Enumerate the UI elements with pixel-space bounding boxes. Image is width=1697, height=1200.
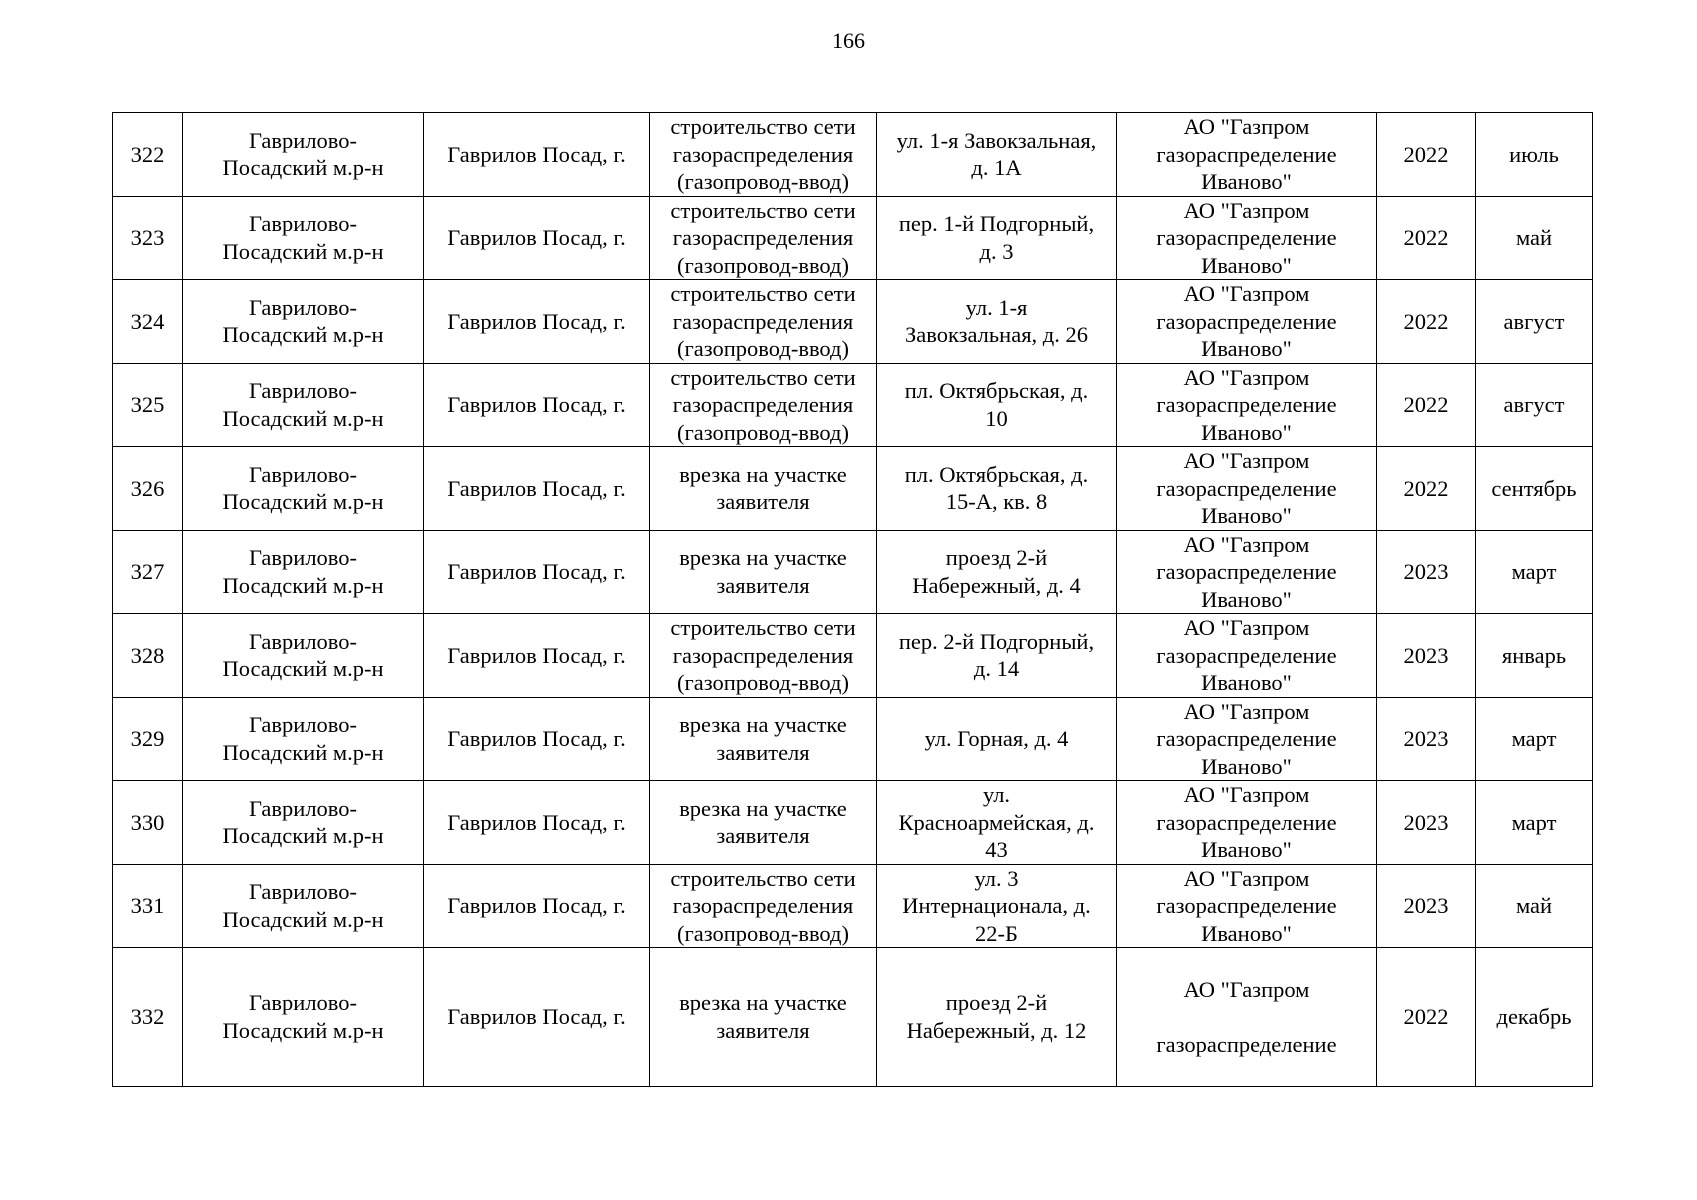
month-cell: декабрь xyxy=(1476,948,1593,1087)
row-number: 332 xyxy=(113,948,183,1087)
organization-line: АО "Газпром xyxy=(1183,976,1310,1002)
table-row xyxy=(113,781,1593,865)
row-number: 324 xyxy=(113,280,183,364)
district-cell: Гаврилово- Посадский м.р-н xyxy=(183,113,424,197)
locality-cell: Гаврилов Посад, г. xyxy=(424,781,650,865)
organization-cell: АО "Газпром газораспределение Иваново" xyxy=(1117,196,1377,280)
row-number: 325 xyxy=(113,363,183,447)
table-row xyxy=(113,363,1593,447)
month-cell: июль xyxy=(1476,113,1593,197)
locality-cell: Гаврилов Посад, г. xyxy=(424,697,650,781)
table-row xyxy=(113,948,1593,1087)
locality-cell: Гаврилов Посад, г. xyxy=(424,530,650,614)
gas-connection-table xyxy=(112,112,1593,1087)
district-cell: Гаврилово- Посадский м.р-н xyxy=(183,614,424,698)
locality-cell: Гаврилов Посад, г. xyxy=(424,864,650,948)
address-cell: пер. 2-й Подгорный, д. 14 xyxy=(877,614,1117,698)
row-number: 323 xyxy=(113,196,183,280)
page-number: 166 xyxy=(832,28,865,53)
row-number: 329 xyxy=(113,697,183,781)
address-cell: ул. 1-я Завокзальная, д. 26 xyxy=(877,280,1117,364)
district-cell: Гаврилово- Посадский м.р-н xyxy=(183,864,424,948)
month-cell: май xyxy=(1476,196,1593,280)
work-type-cell: строительство сети газораспределения (газопровод-ввод) xyxy=(650,614,877,698)
table-body xyxy=(113,113,1593,1087)
row-number: 331 xyxy=(113,864,183,948)
district-cell: Гаврилово- Посадский м.р-н xyxy=(183,697,424,781)
organization-cell: АО "Газпром газораспределение Иваново" xyxy=(1117,697,1377,781)
year-cell: 2023 xyxy=(1377,864,1476,948)
locality-cell: Гаврилов Посад, г. xyxy=(424,948,650,1087)
work-type-cell: строительство сети газораспределения (газопровод-ввод) xyxy=(650,864,877,948)
work-type-cell: врезка на участке заявителя xyxy=(650,447,877,531)
organization-line: газораспределение xyxy=(1156,1031,1337,1057)
year-cell: 2023 xyxy=(1377,614,1476,698)
year-cell: 2022 xyxy=(1377,196,1476,280)
locality-cell: Гаврилов Посад, г. xyxy=(424,614,650,698)
address-cell: пер. 1-й Подгорный, д. 3 xyxy=(877,196,1117,280)
month-cell: август xyxy=(1476,280,1593,364)
table-row xyxy=(113,196,1593,280)
work-type-cell: строительство сети газораспределения (газопровод-ввод) xyxy=(650,113,877,197)
organization-cell: АО "Газпром газораспределение Иваново" xyxy=(1117,781,1377,865)
year-cell: 2023 xyxy=(1377,781,1476,865)
table-row xyxy=(113,280,1593,364)
work-type-cell: врезка на участке заявителя xyxy=(650,697,877,781)
table-row xyxy=(113,614,1593,698)
organization-cell: АО "Газпром газораспределение Иваново" xyxy=(1117,363,1377,447)
address-cell: ул. 3 Интернационала, д. 22-Б xyxy=(877,864,1117,948)
locality-cell: Гаврилов Посад, г. xyxy=(424,447,650,531)
district-cell: Гаврилово- Посадский м.р-н xyxy=(183,363,424,447)
address-cell: ул. Горная, д. 4 xyxy=(877,697,1117,781)
district-cell: Гаврилово- Посадский м.р-н xyxy=(183,447,424,531)
district-cell: Гаврилово- Посадский м.р-н xyxy=(183,781,424,865)
table-row xyxy=(113,113,1593,197)
row-number: 326 xyxy=(113,447,183,531)
address-cell: ул. Красноармейская, д. 43 xyxy=(877,781,1117,865)
address-cell: пл. Октябрьская, д. 10 xyxy=(877,363,1117,447)
address-cell: проезд 2-й Набережный, д. 4 xyxy=(877,530,1117,614)
district-cell: Гаврилово- Посадский м.р-н xyxy=(183,530,424,614)
month-cell: август xyxy=(1476,363,1593,447)
district-cell: Гаврилово- Посадский м.р-н xyxy=(183,948,424,1087)
work-type-cell: строительство сети газораспределения (газопровод-ввод) xyxy=(650,280,877,364)
month-cell: сентябрь xyxy=(1476,447,1593,531)
address-cell: ул. 1-я Завокзальная, д. 1А xyxy=(877,113,1117,197)
year-cell: 2023 xyxy=(1377,697,1476,781)
table-row xyxy=(113,447,1593,531)
month-cell: май xyxy=(1476,864,1593,948)
organization-cell: АО "Газпром газораспределение Иваново" xyxy=(1117,864,1377,948)
month-cell: январь xyxy=(1476,614,1593,698)
work-type-cell: строительство сети газораспределения (газопровод-ввод) xyxy=(650,196,877,280)
work-type-cell: строительство сети газораспределения (газопровод-ввод) xyxy=(650,363,877,447)
locality-cell: Гаврилов Посад, г. xyxy=(424,363,650,447)
work-type-cell: врезка на участке заявителя xyxy=(650,781,877,865)
year-cell: 2022 xyxy=(1377,447,1476,531)
year-cell: 2023 xyxy=(1377,530,1476,614)
month-cell: март xyxy=(1476,781,1593,865)
organization-cell: АО "Газпром газораспределение Иваново" xyxy=(1117,614,1377,698)
organization-cell: АО "Газпром газораспределение Иваново" xyxy=(1117,280,1377,364)
locality-cell: Гаврилов Посад, г. xyxy=(424,196,650,280)
row-number: 322 xyxy=(113,113,183,197)
year-cell: 2022 xyxy=(1377,280,1476,364)
organization-cell xyxy=(1117,948,1377,1087)
month-cell: март xyxy=(1476,697,1593,781)
table-row xyxy=(113,697,1593,781)
organization-cell: АО "Газпром газораспределение Иваново" xyxy=(1117,113,1377,197)
address-cell: пл. Октябрьская, д. 15-А, кв. 8 xyxy=(877,447,1117,531)
district-cell: Гаврилово- Посадский м.р-н xyxy=(183,280,424,364)
work-type-cell: врезка на участке заявителя xyxy=(650,530,877,614)
year-cell: 2022 xyxy=(1377,948,1476,1087)
month-cell: март xyxy=(1476,530,1593,614)
locality-cell: Гаврилов Посад, г. xyxy=(424,280,650,364)
row-number: 327 xyxy=(113,530,183,614)
row-number: 330 xyxy=(113,781,183,865)
year-cell: 2022 xyxy=(1377,363,1476,447)
table-row xyxy=(113,530,1593,614)
year-cell: 2022 xyxy=(1377,113,1476,197)
address-cell: проезд 2-й Набережный, д. 12 xyxy=(877,948,1117,1087)
locality-cell: Гаврилов Посад, г. xyxy=(424,113,650,197)
work-type-cell: врезка на участке заявителя xyxy=(650,948,877,1087)
district-cell: Гаврилово- Посадский м.р-н xyxy=(183,196,424,280)
table-row xyxy=(113,864,1593,948)
organization-cell: АО "Газпром газораспределение Иваново" xyxy=(1117,447,1377,531)
organization-cell: АО "Газпром газораспределение Иваново" xyxy=(1117,530,1377,614)
row-number: 328 xyxy=(113,614,183,698)
